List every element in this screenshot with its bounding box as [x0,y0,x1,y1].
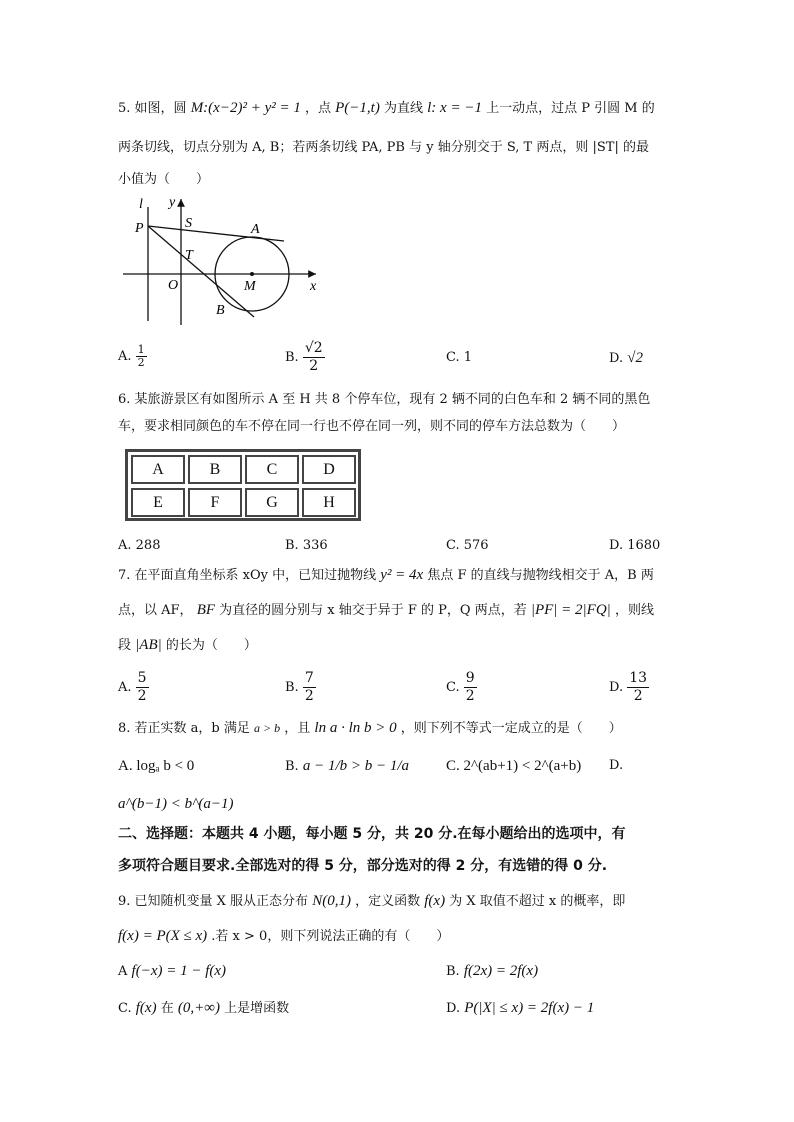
label-s: S [185,216,192,231]
parabola-equation: y² = 4x [380,567,424,583]
q7-line2: 点，以 AF， BF 为直径的圆分别与 x 轴交于异于 F 的 P，Q 两点，若 |PF| = 2|FQ| ，则线 [118,602,654,618]
point-p: P(−1,t) [335,100,380,116]
q7-line1: 7. 在平面直角坐标系 xOy 中，已知过抛物线 y² = 4x 焦点 F 的直线与抛物线相交于 A，B 两 [118,567,654,583]
q7-line3: 段 |AB| 的长为（ ） [118,637,257,653]
q9-line1: 9. 已知随机变量 X 服从正态分布 N(0,1) ，定义函数 f(x) 为 X 取值不超过 x 的概率，即 [118,893,626,909]
q5-option-a: A. $\frac{1}{2}$ [118,343,145,369]
label-x: x [310,279,317,294]
q5-option-c: C. 1 [446,350,473,365]
center-m [250,272,254,276]
circle-equation: M:(x−2)² + y² = 1 [190,100,301,116]
q8-option-d-letter: D. [609,758,624,773]
line-l-equation: l: x = −1 [427,100,482,116]
q7-option-d: D. $\frac{13}{2}$ [609,670,648,704]
q5-figure [118,193,328,327]
q5-line1 [118,98,655,119]
label-p: P [135,221,144,236]
label-m: M [244,279,256,294]
q5-text-a: 5. 如图，圆 [118,101,187,116]
parking-spot-g: G [245,488,299,517]
label-a: A [251,222,260,237]
q6-line2: 车，要求相同颜色的车不停在同一行也不停在同一列，则不同的停车方法总数为（ ） [118,419,626,434]
q9-option-d: D. P(|X| ≤ x) = 2f(x) − 1 [446,1000,595,1016]
q8-line1: 8. 若正实数 a，b 满足 a > b ，且 ln a · ln b > 0 ，则下列不等式一定成立的是（ ） [118,720,622,736]
q7-condition: |PF| = 2|FQ| [530,602,611,618]
q6-option-d: D. 1680 [609,538,661,553]
q8-option-b: B. a − 1/b > b − 1/a [285,758,410,774]
parking-spot-f: F [188,488,242,517]
section-2-heading-line1: 二、选择题：本题共 4 小题，每小题 5 分，共 20 分.在每小题给出的选项中，有 [118,826,626,842]
q5-text-c: 为直线 [383,101,423,116]
parking-spot-d: D [302,455,356,484]
label-l: l [139,197,143,212]
parking-spot-e: E [131,488,185,517]
q6-option-a: A. 288 [118,538,161,553]
q6-option-b: B. 336 [285,538,328,553]
q5-option-b: B. $\frac{√2}{2}$ [285,340,323,374]
q8-option-a: A. logₐ b < 0 [118,758,195,774]
q8-option-d: a^(b−1) < b^(a−1) [118,796,234,812]
section-2-heading-line2: 多项符合题目要求.全部选对的得 5 分，部分选对的得 2 分，有选错的得 0 分. [118,858,608,874]
label-b: B [216,303,225,318]
q6-line1: 6. 某旅游景区有如图所示 A 至 H 共 8 个停车位，现有 2 辆不同的白色车和 2 辆不同的黑色 [118,392,651,407]
parking-grid [125,449,361,521]
parking-spot-h: H [302,488,356,517]
q9-option-c: C. f(x) 在 (0,+∞) 上是增函数 [118,1000,290,1016]
parking-spot-a: A [131,455,185,484]
q9-option-b: B. f(2x) = 2f(x) [446,963,539,979]
q5-option-d: D. √2 [609,350,643,366]
q5-line2: 两条切线，切点分别为 A, B；若两条切线 PA, PB 与 y 轴分别交于 S, T 两点，则 |ST| 的最 [118,140,649,155]
label-y: y [169,195,176,210]
q5-text-d: 上一动点，过点 P 引圆 M 的 [486,101,655,116]
q9-option-a: A f(−x) = 1 − f(x) [118,963,227,979]
q7-option-c: C. $\frac{9}{2}$ [446,670,475,704]
q7-option-b: B. $\frac{7}{2}$ [285,670,314,704]
tangent-pa [148,226,284,241]
label-t: T [185,248,193,263]
parking-spot-c: C [245,455,299,484]
label-o: O [168,278,179,293]
q5-text-b: ，点 [304,101,331,116]
q6-option-c: C. 576 [446,538,489,553]
parking-spot-b: B [188,455,242,484]
q7-option-a: A. $\frac{5}{2}$ [118,670,147,704]
q8-option-c: C. 2^(ab+1) < 2^(a+b) [446,758,582,774]
q9-line2: f(x) = P(X ≤ x) .若 x > 0，则下列说法正确的有（ ） [118,928,450,944]
q5-line3: 小值为（ ） [118,172,210,187]
